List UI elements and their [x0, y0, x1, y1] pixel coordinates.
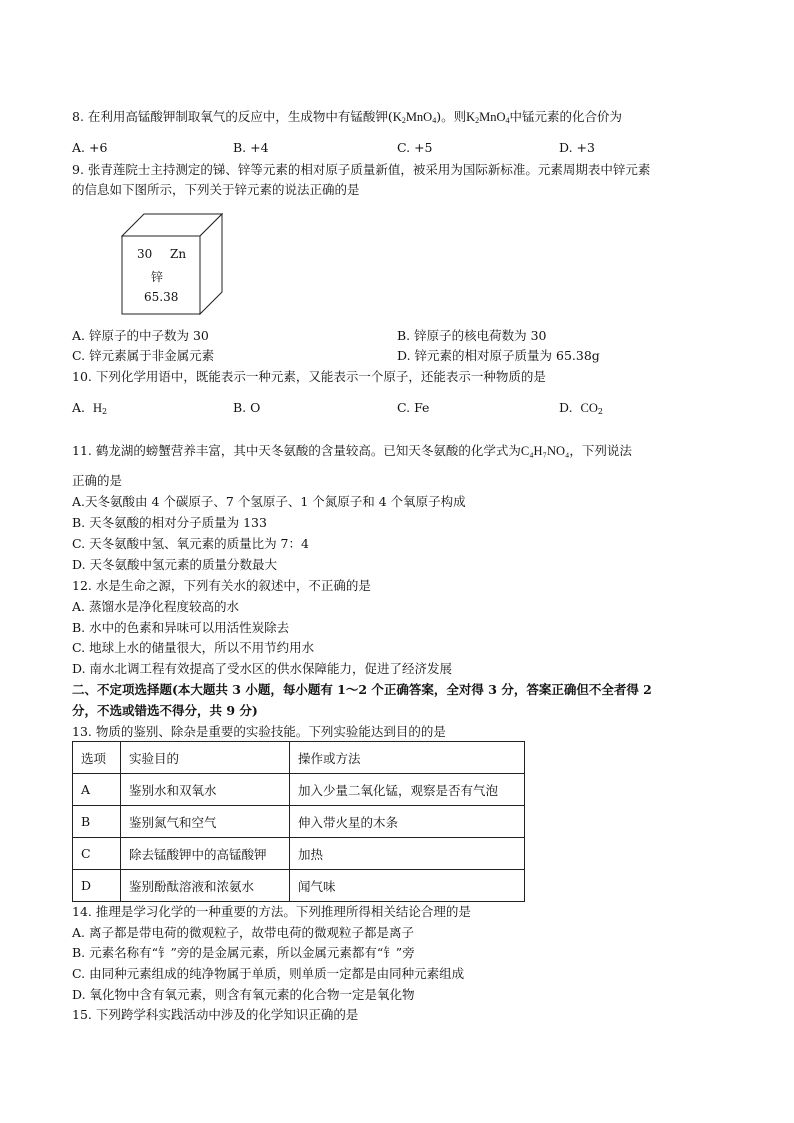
table-cell: 加入少量二氧化锰，观察是否有气泡: [290, 774, 525, 806]
q10-option-d: D. $CO_2$: [559, 400, 603, 416]
table-cell: 鉴别水和双氧水: [121, 774, 290, 806]
q8-option-b: B. +4: [233, 140, 269, 155]
element-symbol: Zn: [170, 247, 187, 261]
table-row: [73, 870, 525, 902]
q12-option-c: C. 地球上水的储量很大，所以不用节约用水: [72, 640, 315, 655]
q10-option-a: A. $H_2$: [72, 400, 108, 416]
q10-stem: 10. 下列化学用语中，既能表示一种元素，又能表示一个原子，还能表示一种物质的是: [72, 369, 546, 384]
q11-option-a: A.天冬氨酸由 4 个碳原子、7 个氢原子、1 个氮原子和 4 个氧原子构成: [72, 494, 466, 509]
header-cell: 实验目的: [121, 742, 290, 774]
table-row: [73, 774, 525, 806]
q9-stem-line1: 9. 张青莲院士主持测定的锑、锌等元素的相对原子质量新值，被采用为国际新标准。元素周期表中锌元素: [72, 162, 651, 177]
formula-k2mno4: $K_2MnO_4$: [466, 110, 510, 125]
q8-stem: 8. 在利用高锰酸钾制取氧气的反应中，生成物中有锰酸钾$(K_2MnO_4)$。则$K_2MnO_4$中锰元素的化合价为: [72, 109, 623, 125]
q14-option-b: B. 元素名称有“钅”旁的是金属元素，所以金属元素都有“钅”旁: [72, 945, 415, 960]
section2-heading: 二、不定项选择题(本大题共 3 小题，每小题有 1～2 个正确答案，全对得 3 分，答案正确但不全者得 2: [72, 682, 652, 697]
q8-option-d: D. +3: [559, 140, 595, 155]
element-name: 锌: [151, 270, 164, 284]
q12-option-d: D. 南水北调工程有效提高了受水区的供水保障能力，促进了经济发展: [72, 661, 453, 676]
table-cell: D: [73, 870, 121, 902]
header-cell: 选项: [73, 742, 121, 774]
table-row: [73, 806, 525, 838]
table-cell: 伸入带火星的木条: [290, 806, 525, 838]
q9-option-b: B. 锌原子的核电荷数为 30: [397, 328, 547, 343]
section2-heading-cont: 分，不选或错选不得分，共 9 分): [72, 703, 258, 718]
q9-option-d: D. 锌元素的相对原子质量为 65.38g: [397, 348, 600, 363]
q11-option-c: C. 天冬氨酸中氢、氧元素的质量比为 7：4: [72, 536, 309, 551]
table-cell: 闻气味: [290, 870, 525, 902]
table-cell: 鉴别氮气和空气: [121, 806, 290, 838]
q12-option-b: B. 水中的色素和异味可以用活性炭除去: [72, 620, 290, 635]
q15-stem: 15. 下列跨学科实践活动中涉及的化学知识正确的是: [72, 1007, 359, 1022]
element-mass: 65.38: [144, 290, 179, 304]
q11-option-d: D. 天冬氨酸中氢元素的质量分数最大: [72, 557, 278, 572]
q10-option-b: B. O: [233, 400, 261, 415]
table-cell: 鉴别酚酞溶液和浓氨水: [121, 870, 290, 902]
q13-stem: 13. 物质的鉴别、除杂是重要的实验技能。下列实验能达到目的的是: [72, 724, 446, 739]
q12-option-a: A. 蒸馏水是净化程度较高的水: [72, 599, 239, 614]
table-cell: 加热: [290, 838, 525, 870]
q8-option-a: A. +6: [72, 140, 108, 155]
q11-stem-cont: 正确的是: [72, 473, 123, 488]
q9-option-a: A. 锌原子的中子数为 30: [72, 328, 209, 343]
q13-table: [72, 741, 525, 902]
q12-stem: 12. 水是生命之源，下列有关水的叙述中，不正确的是: [72, 578, 371, 593]
q14-option-a: A. 离子都是带电荷的微观粒子，故带电荷的微观粒子都是离子: [72, 925, 414, 940]
q11-stem: 11. 鹤龙湖的螃蟹营养丰富，其中天冬氨酸的含量较高。已知天冬氨酸的化学式为C₄H₇NO₄，下列说法: [72, 443, 632, 458]
zinc-element-cube: [120, 212, 224, 316]
table-cell: 除去锰酸钾中的高锰酸钾: [121, 838, 290, 870]
q14-option-d: D. 氧化物中含有氧元素，则含有氧元素的化合物一定是氧化物: [72, 987, 415, 1002]
q8-option-c: C. +5: [397, 140, 433, 155]
q10-option-c: C. Fe: [397, 400, 430, 415]
q14-stem: 14. 推理是学习化学的一种重要的方法。下列推理所得相关结论合理的是: [72, 904, 471, 919]
table-cell: B: [73, 806, 121, 838]
header-cell: 操作或方法: [290, 742, 525, 774]
formula-k2mno4: $K_2MnO_4$: [392, 110, 437, 125]
table-cell: A: [73, 774, 121, 806]
formula-c4h7no4: C₄H₇NO₄: [520, 444, 570, 458]
table-header-row: [73, 742, 525, 774]
q9-stem-line2: 的信息如下图所示，下列关于锌元素的说法正确的是: [72, 182, 360, 197]
table-row: [73, 838, 525, 870]
q9-option-c: C. 锌元素属于非金属元素: [72, 348, 215, 363]
q11-option-b: B. 天冬氨酸的相对分子质量为 133: [72, 515, 267, 530]
element-number: 30: [137, 247, 153, 261]
q14-option-c: C. 由同种元素组成的纯净物属于单质，则单质一定都是由同种元素组成: [72, 966, 465, 981]
table-cell: C: [73, 838, 121, 870]
